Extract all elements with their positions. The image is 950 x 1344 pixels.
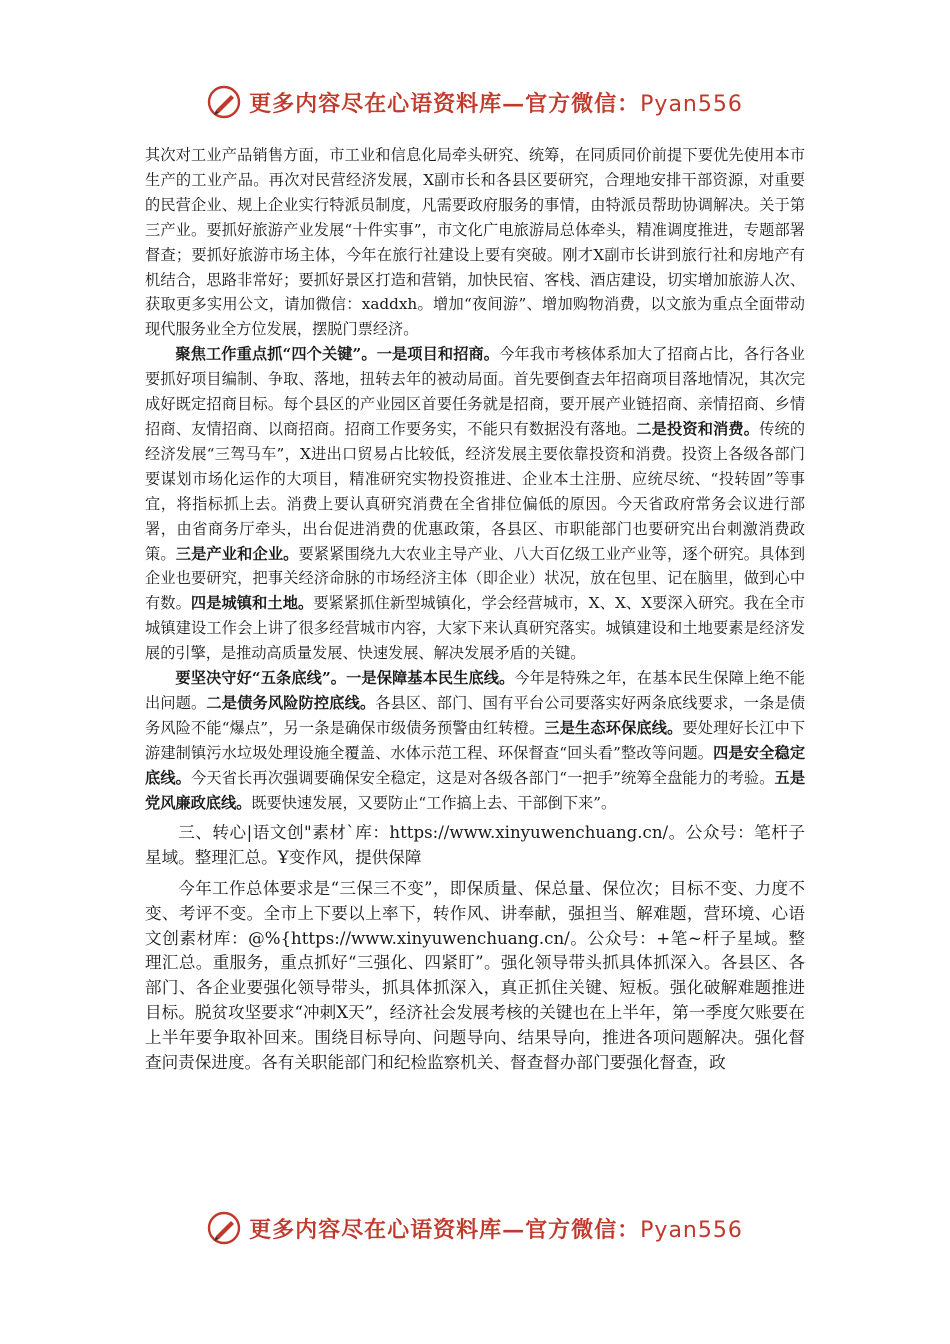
paragraph-overall-requirements: 今年工作总体要求是“三保三不变”，即保质量、保总量、保位次；目标不变、力度不变、考评不变。全市上下要以上率下，转作风、讲奉献，强担当、解难题，营环境、心语文创素材库：@%{https://www.xinyuwenchuang.cn/。公众号：+笔~杆子星域。整理汇总。重服务，重点抓好“三强化、四紧盯”。强化领导带头抓具体抓深入。各县区、各部门、各企业要强化领导带头，抓具体抓深入，真正抓住关键、短板。强化破解难题推进目标。脱贫攻坚要求“冲刺X天”，经济社会发展考核的关键也在上半年，第一季度欠账要在上半年要争取补回来。围绕目标导向、问题导向、结果导向，推进各项问题解决。强化督查问责保进度。各有关职能部门和纪检监察机关、督查督办部门要强化督查，政 [145,879,805,1072]
footer-banner [0,1208,950,1248]
paragraph-four-keys: 聚焦工作重点抓“四个关键”。一是项目和招商。今年我市考核体系加大了招商占比，各行各业要抓好项目编制、争取、落地，扭转去年的被动局面。首先要倒查去年招商项目落地情况，其次完成好既定招商目标。每个县区的产业园区首要任务就是招商，要开展产业链招商、亲情招商、乡情招商、友情招商、以商招商。招商工作要务实，不能只有数据没有落地。二是投资和消费。传统的经济发展“三驾马车”，X进出口贸易占比较低，经济发展主要依靠投资和消费。投资上各级各部门要谋划市场化运作的大项目，精准研究实物投资推进、企业本土注册、应统尽统、“投转固”等事宜，将指标抓上去。消费上要认真研究消费在全省排位偏低的原因。今天省政府常务会议进行部署，由省商务厅牵头，出台促进消费的优惠政策，各县区、市职能部门也要研究出台刺激消费政策。三是产业和企业。要紧紧围绕九大农业主导产业、八大百亿级工业产业等，逐个研究。具体到企业也要研究，把事关经济命脉的市场经济主体（即企业）状况，放在包里、记在脑里，做到心中有数。四是城镇和土地。要紧紧抓住新型城镇化，学会经营城市，X、X、X要深入研究。我在全市城镇建设工作会上讲了很多经营城市内容，大家下来认真研究落实。城镇建设和土地要素是经济发展的引擎，是推动高质量发展、快速发展、解决发展矛盾的关键。 [145,345,806,663]
document-body [145,143,805,1075]
pen-logo-icon [207,1211,241,1245]
banner-text: 更多内容尽在心语资料库—官方微信：Pyan556 [249,1216,743,1243]
section-heading-three: 三、转心|语文创"素材`库：https://www.xinyuwenchuang.cn/。公众号：笔杆子星域。整理汇总。Ұ变作风，提供保障 [145,823,805,868]
paragraph-five-bottom-lines: 要坚决守好“五条底线”。一是保障基本民生底线。今年是特殊之年，在基本民生保障上绝不能出问题。二是债务风险防控底线。各县区、部门、国有平台公司要落实好两条底线要求，一条是债务风险不能“爆点”，另一条是确保市级债务预警由红转橙。三是生态环保底线。要处理好长江中下游建制镇污水垃圾处理设施全覆盖、水体示范工程、环保督查“回头看”整改等问题。四是安全稳定底线。今天省长再次强调要确保安全稳定，这是对各级各部门“一把手”统筹全盘能力的考验。五是党风廉政底线。既要快速发展，又要防止“工作搞上去、干部倒下来”。 [145,669,806,812]
header-banner [0,82,950,122]
paragraph-industry: 其次对工业产品销售方面，市工业和信息化局牵头研究、统筹，在同质同价前提下要优先使用本市生产的工业产品。再次对民营经济发展，X副市长和各县区要研究，合理地安排干部资源，对重要的民营企业、规上企业实行特派员制度，凡需要政府服务的事情，由特派员帮助协调解决。关于第三产业。要抓好旅游产业发展“十件实事”，市文化广电旅游局总体牵头，精准调度推进，专题部署督查；要抓好旅游市场主体，今年在旅行社建设上要有突破。刚才X副市长讲到旅行社和房地产有机结合，思路非常好；要抓好景区打造和营销，加快民宿、客栈、酒店建设，切实增加旅游人次、获取更多实用公文，请加微信：xaddxh。增加“夜间游”、增加购物消费，以文旅为重点全面带动现代服务业全方位发展，摆脱门票经济。 [145,146,805,339]
pen-logo-icon [207,85,241,119]
banner-text: 更多内容尽在心语资料库—官方微信：Pyan556 [249,90,743,117]
